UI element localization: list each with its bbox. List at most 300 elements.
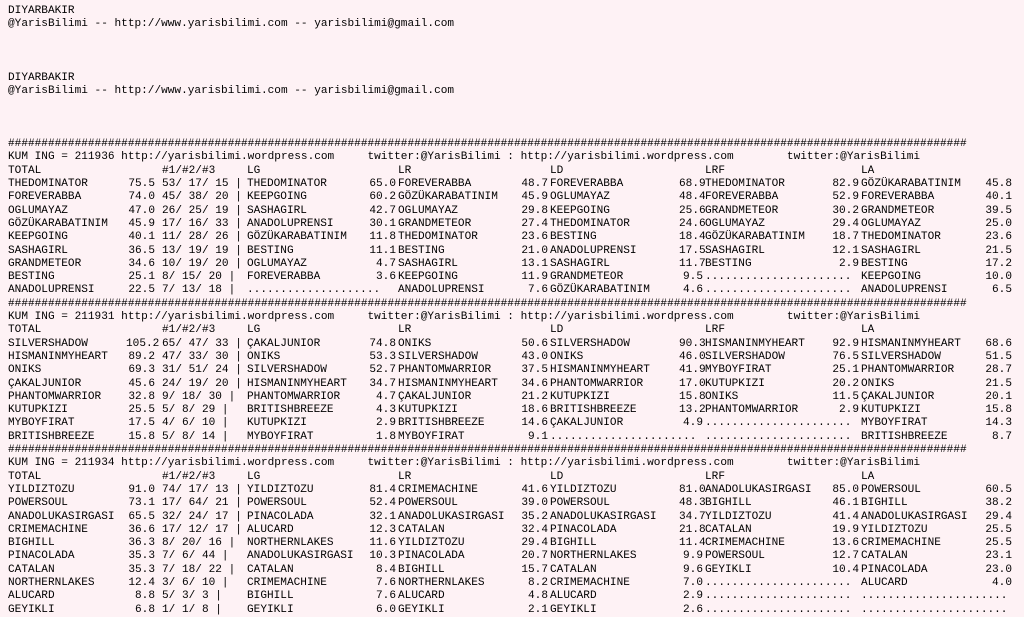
lg-value: 42.7 [369,204,396,217]
lr-name: HISMANINMYHEART [398,377,498,390]
ld-name: BRITISHBREEZE [550,404,637,417]
lg-name: BRITISHBREEZE [247,404,334,417]
total-score: 6.8 [135,603,155,616]
header-gap [506,471,548,484]
race-section [8,444,1012,617]
lg-value: 2.9 [376,417,396,430]
ld-value: 2.9 [683,590,703,603]
lrf-value: 76.5 [832,350,859,363]
lrf-name: GÖZÜKARABATINIM [705,231,805,244]
lr-value: 27.4 [521,217,548,230]
ld-name: HISMANINMYHEART [550,364,650,377]
header-la: LA [861,324,875,337]
header-block [8,5,1012,32]
lr-value: 43.0 [521,350,548,363]
la-value: 39.5 [985,204,1012,217]
lr-value: 35.2 [521,510,548,523]
lrf-name: YILDIZTOZU [705,510,772,523]
table-row [8,550,1012,563]
lg-value: 6.0 [376,603,396,616]
la-name: ONIKS [861,377,895,390]
la-name: ÇAKALJUNIOR [861,390,935,403]
lrf-value [830,417,859,430]
header-gap [335,165,396,178]
lrf-value: 25.1 [832,364,859,377]
lrf-name: ...................... [705,284,852,297]
lg-name: YILDIZTOZU [247,483,314,496]
la-value: 25.0 [985,217,1012,230]
lrf-value: 30.2 [832,204,859,217]
table-row [8,351,1012,364]
city-title: DIYARBAKIR [8,71,75,84]
lg-value: 4.7 [376,390,396,403]
horse-name: CRIMEMACHINE [8,523,88,536]
la-value: 17.2 [985,257,1012,270]
lrf-value [830,577,859,590]
lrf-name: POWERSOUL [705,550,765,563]
table-row [8,511,1012,524]
lg-name: PINACOLADA [247,510,314,523]
ld-name: ALUCARD [550,590,597,603]
header-lrf: LRF [705,324,725,337]
lrf-name: ANADOLUKASIRGASI [705,483,812,496]
placings: 5/ 8/ 29 | [162,404,229,417]
lrf-value: 41.4 [832,510,859,523]
la-value: 25.5 [985,537,1012,550]
horse-name: YILDIZTOZU [8,483,75,496]
ld-value: 34.7 [679,510,706,523]
ld-value: 11.7 [679,257,706,270]
la-name: ANADOLUKASIRGASI [861,510,968,523]
header-lrf: LRF [705,164,725,177]
lr-value: 18.6 [521,404,548,417]
lg-value: 11.6 [369,537,396,550]
la-name: ANADOLUPRENSI [861,284,948,297]
placings: 45/ 38/ 20 | [162,191,242,204]
ld-value: 11.4 [679,537,706,550]
race-section [8,138,1012,298]
lg-value: 11.8 [369,231,396,244]
la-value: 6.5 [992,284,1012,297]
la-name: BESTING [861,257,908,270]
column-header-row [8,471,1012,484]
lrf-name: MYBOYFIRAT [705,364,772,377]
ld-name: ONIKS [550,350,584,363]
horse-name: MYBOYFIRAT [8,417,75,430]
lr-name: GÖZÜKARABATINIM [398,191,498,204]
header-gap [830,471,859,484]
column-header-row [8,324,1012,337]
header-ld: LD [550,164,564,177]
la-name: FOREVERABBA [861,191,935,204]
lrf-name: CRIMEMACHINE [705,537,785,550]
la-name: SILVERSHADOW [861,350,941,363]
header-gap [830,165,859,178]
total-score: 15.8 [128,430,155,443]
ld-name: OGLUMAYAZ [550,191,610,204]
total-score: 45.6 [128,377,155,390]
lr-name: FOREVERABBA [398,178,472,191]
lrf-value: 18.7 [832,231,859,244]
placings: 9/ 18/ 30 | [162,390,236,403]
horse-name: PINACOLADA [8,550,75,563]
ld-value: 81.0 [679,483,706,496]
horse-name: GRANDMETEOR [8,257,82,270]
lg-value: 52.4 [369,497,396,510]
table-row [8,231,1012,244]
la-value: 8.7 [992,430,1012,443]
placings: 24/ 19/ 20 | [162,377,242,390]
lg-value: 65.0 [369,178,396,191]
la-name: KEEPGOING [861,271,921,284]
lg-name: HISMANINMYHEART [247,377,347,390]
placings: 17/ 64/ 21 | [162,497,242,510]
total-score: 12.4 [128,576,155,589]
horse-name: ANADOLUKASIRGASI [8,510,115,523]
placings: 13/ 19/ 19 | [162,244,242,257]
lg-name: THEDOMINATOR [247,178,327,191]
lg-value: 74.8 [369,337,396,350]
lg-name: ONIKS [247,350,281,363]
lr-value: 45.9 [521,191,548,204]
horse-name: BESTING [8,271,55,284]
lr-name: SASHAGIRL [398,257,458,270]
la-value [983,590,1012,603]
lr-value: 15.7 [521,563,548,576]
lg-name: GÖZÜKARABATINIM [247,231,347,244]
horse-name: PHANTOMWARRIOR [8,390,102,403]
header-lr: LR [398,164,412,177]
lg-name: SASHAGIRL [247,204,307,217]
ld-value: 21.8 [679,523,706,536]
ld-name: THEDOMINATOR [550,217,630,230]
lg-name: MYBOYFIRAT [247,430,314,443]
table-row [8,178,1012,191]
placings: 7/ 13/ 18 | [162,284,236,297]
lrf-value: 92.9 [832,337,859,350]
la-value: 15.8 [985,404,1012,417]
lg-name: CRIMEMACHINE [247,576,327,589]
table-row [8,284,1012,297]
lrf-value: 82.9 [832,178,859,191]
la-value: 4.0 [992,576,1012,589]
total-score: 34.6 [128,257,155,270]
lr-name: BRITISHBREEZE [398,417,485,430]
horse-name: THEDOMINATOR [8,178,88,191]
table-row [8,577,1012,590]
lg-value: 32.1 [369,510,396,523]
lr-name: CATALAN [398,523,445,536]
lrf-name: THEDOMINATOR [705,178,785,191]
lr-value: 11.9 [521,271,548,284]
lg-name: BESTING [247,244,294,257]
total-score: 17.5 [128,417,155,430]
ld-name: ÇAKALJUNIOR [550,417,624,430]
header-total: TOTAL [8,164,42,177]
table-row [8,417,1012,430]
lg-value: 3.6 [376,271,396,284]
header-la: LA [861,470,875,483]
lg-value: 10.3 [369,550,396,563]
lrf-name: ...................... [705,417,852,430]
lr-name: YILDIZTOZU [398,537,465,550]
ld-value: 68.9 [679,178,706,191]
horse-name: SASHAGIRL [8,244,68,257]
table-row [8,590,1012,603]
placings: 7/ 18/ 22 | [162,563,236,576]
horse-name: BRITISHBREEZE [8,430,95,443]
lr-name: THEDOMINATOR [398,231,478,244]
lr-value: 37.5 [521,364,548,377]
ld-name: CATALAN [550,563,597,576]
horse-name: OGLUMAYAZ [8,204,68,217]
ld-value: 41.9 [679,364,706,377]
la-name: GÖZÜKARABATINIM [861,178,961,191]
lg-value: 12.3 [369,523,396,536]
total-score: 91.0 [128,483,155,496]
lg-name: ALUCARD [247,523,294,536]
lr-name: NORTHERNLAKES [398,576,485,589]
table-row [8,191,1012,204]
lr-name: ÇAKALJUNIOR [398,390,472,403]
total-score: 45.9 [128,217,155,230]
ld-value: 9.6 [683,563,703,576]
la-value: 60.5 [985,483,1012,496]
lg-value [335,284,396,297]
table-row [8,364,1012,377]
lrf-value: 12.1 [832,244,859,257]
header-lr: LR [398,324,412,337]
lg-name: NORTHERNLAKES [247,537,334,550]
placings: 5/ 8/ 14 | [162,430,229,443]
lrf-name: KUTUPKIZI [705,377,765,390]
ld-name: POWERSOUL [550,497,610,510]
ld-name: GRANDMETEOR [550,271,624,284]
lrf-name: HISMANINMYHEART [705,337,805,350]
lg-value: 1.8 [376,430,396,443]
placings: 32/ 24/ 17 | [162,510,242,523]
lr-name: ANADOLUPRENSI [398,284,485,297]
lr-name: KEEPGOING [398,271,458,284]
la-name: GRANDMETEOR [861,204,935,217]
horse-name: GEYIKLI [8,603,55,616]
la-value: 21.5 [985,244,1012,257]
lrf-name: GEYIKLI [705,563,752,576]
la-value: 28.7 [985,364,1012,377]
lr-name: ONIKS [398,337,432,350]
ld-value: 7.0 [683,576,703,589]
document [8,5,1012,617]
lr-value: 21.2 [521,390,548,403]
la-value: 21.5 [985,377,1012,390]
lr-value: 4.8 [528,590,548,603]
ld-name: ...................... [550,430,697,443]
lr-value: 32.4 [521,523,548,536]
total-score: 25.1 [128,271,155,284]
header-block [8,72,1012,99]
placings: 5/ 3/ 3 | [162,590,222,603]
lrf-name: GRANDMETEOR [705,204,779,217]
lrf-name: ...................... [705,430,852,443]
ld-value: 18.4 [679,231,706,244]
city-title: DIYARBAKIR [8,5,75,17]
total-score: 22.5 [128,284,155,297]
lr-value: 23.6 [521,231,548,244]
contact-line: @YarisBilimi -- http://www.yarisbilimi.com -- yarisbilimi@gmail.com [8,18,455,31]
ld-value: 4.6 [683,284,703,297]
lr-value: 2.1 [528,603,548,616]
spacer [8,98,1012,138]
horse-name: HISMANINMYHEART [8,350,108,363]
lr-name: GRANDMETEOR [398,217,472,230]
ld-name: CRIMEMACHINE [550,576,630,589]
lr-name: PINACOLADA [398,550,465,563]
lrf-value [830,590,859,603]
lg-value: 81.4 [369,483,396,496]
lrf-value: 29.4 [832,217,859,230]
lg-name: OGLUMAYAZ [247,257,307,270]
header-blocks [8,5,1012,138]
lr-value: 34.6 [521,377,548,390]
ld-value: 24.6 [679,217,706,230]
ld-name: FOREVERABBA [550,178,624,191]
lrf-value: 12.7 [832,550,859,563]
ld-value: 9.9 [683,550,703,563]
contact-line: @YarisBilimi -- http://www.yarisbilimi.com -- yarisbilimi@gmail.com [8,84,455,97]
table-row [8,604,1012,617]
lg-name: KEEPGOING [247,191,307,204]
lrf-value [830,604,859,617]
header-placings: #1/#2/#3 [162,470,216,483]
horse-name: CATALAN [8,563,55,576]
lr-name: PHANTOMWARRIOR [398,364,492,377]
placings: 17/ 12/ 17 | [162,523,242,536]
header-gap [126,324,155,337]
header-gap [679,324,703,337]
lg-value: 8.4 [376,563,396,576]
race-title: KUM ING = 211934 http://yarisbilimi.wordpress.com twitter:@YarisBilimi : http://yarisbilimi.wordpress.com twitter:@YarisBilimi [8,457,921,470]
lrf-value: 19.9 [832,523,859,536]
race-title: KUM ING = 211931 http://yarisbilimi.wordpress.com twitter:@YarisBilimi : http://yarisbilimi.wordpress.com twitter:@YarisBilimi [8,311,921,324]
lg-name: ÇAKALJUNIOR [247,337,321,350]
table-row [8,564,1012,577]
header-ld: LD [550,470,564,483]
ld-name: ANADOLUKASIRGASI [550,510,657,523]
table-row [8,391,1012,404]
ld-value: 25.6 [679,204,706,217]
total-score: 8.8 [135,590,155,603]
ld-name: NORTHERNLAKES [550,550,637,563]
lg-name: PHANTOMWARRIOR [247,390,341,403]
la-value: 29.4 [985,510,1012,523]
spacer [8,32,1012,72]
table-row [8,338,1012,351]
table-row [8,218,1012,231]
placings: 53/ 17/ 15 | [162,178,242,191]
lr-value: 48.7 [521,178,548,191]
la-value: 25.5 [985,523,1012,536]
total-score: 75.5 [128,178,155,191]
ld-name: KEEPGOING [550,204,610,217]
la-value: 20.1 [985,390,1012,403]
la-value: 40.1 [985,191,1012,204]
la-value: 10.0 [985,271,1012,284]
ld-value [679,431,703,444]
header-placings: #1/#2/#3 [162,164,216,177]
total-score: 89.2 [128,350,155,363]
total-score: 73.1 [128,497,155,510]
table-row [8,524,1012,537]
lr-value: 29.4 [521,537,548,550]
lr-value: 20.7 [521,550,548,563]
horse-name: ANADOLUPRENSI [8,284,95,297]
lr-value: 13.1 [521,257,548,270]
header-lg: LG [247,164,261,177]
header-gap [679,165,703,178]
placings: 74/ 17/ 13 | [162,483,242,496]
separator: ################################################################################################################################################ [8,444,967,457]
lg-value: 30.1 [369,217,396,230]
total-score: 105.2 [126,337,160,350]
lr-value: 9.1 [528,430,548,443]
lg-name: FOREVERABBA [247,271,321,284]
ld-name: KUTUPKIZI [550,390,610,403]
ld-value: 2.6 [683,603,703,616]
separator: ################################################################################################################################################ [8,138,967,151]
lr-name: BESTING [398,244,445,257]
lg-value: 52.7 [369,364,396,377]
lr-name: SILVERSHADOW [398,350,478,363]
la-name: ...................... [861,590,1008,603]
header-la: LA [861,164,875,177]
lr-name: ALUCARD [398,590,445,603]
ld-value: 17.0 [679,377,706,390]
horse-name: FOREVERABBA [8,191,82,204]
table-row [8,484,1012,497]
total-score: 40.1 [128,231,155,244]
horse-name: KEEPGOING [8,231,68,244]
header-lrf: LRF [705,470,725,483]
lrf-name: OGLUMAYAZ [705,217,765,230]
lg-name: ANADOLUKASIRGASI [247,550,354,563]
table-row [8,404,1012,417]
la-value: 23.0 [985,563,1012,576]
ld-value: 9.5 [683,271,703,284]
lrf-value: 13.6 [832,537,859,550]
lrf-name: SILVERSHADOW [705,350,785,363]
lr-value: 21.0 [521,244,548,257]
lrf-value: 2.9 [839,404,859,417]
lrf-value: 11.5 [832,390,859,403]
la-name: ALUCARD [861,576,908,589]
lg-name: GEYIKLI [247,603,294,616]
la-name: PINACOLADA [861,563,928,576]
lr-value: 50.6 [521,337,548,350]
lrf-value: 10.4 [832,563,859,576]
lg-value: 11.1 [369,244,396,257]
placings: 31/ 51/ 24 | [162,364,242,377]
la-value: 14.3 [985,417,1012,430]
lrf-name: ...................... [705,590,852,603]
ld-value: 15.8 [679,390,706,403]
table-row [8,378,1012,391]
lrf-name: ...................... [705,576,852,589]
ld-value: 46.0 [679,350,706,363]
header-gap [506,165,548,178]
total-score: 69.3 [128,364,155,377]
horse-name: BIGHILL [8,537,55,550]
header-lr: LR [398,470,412,483]
